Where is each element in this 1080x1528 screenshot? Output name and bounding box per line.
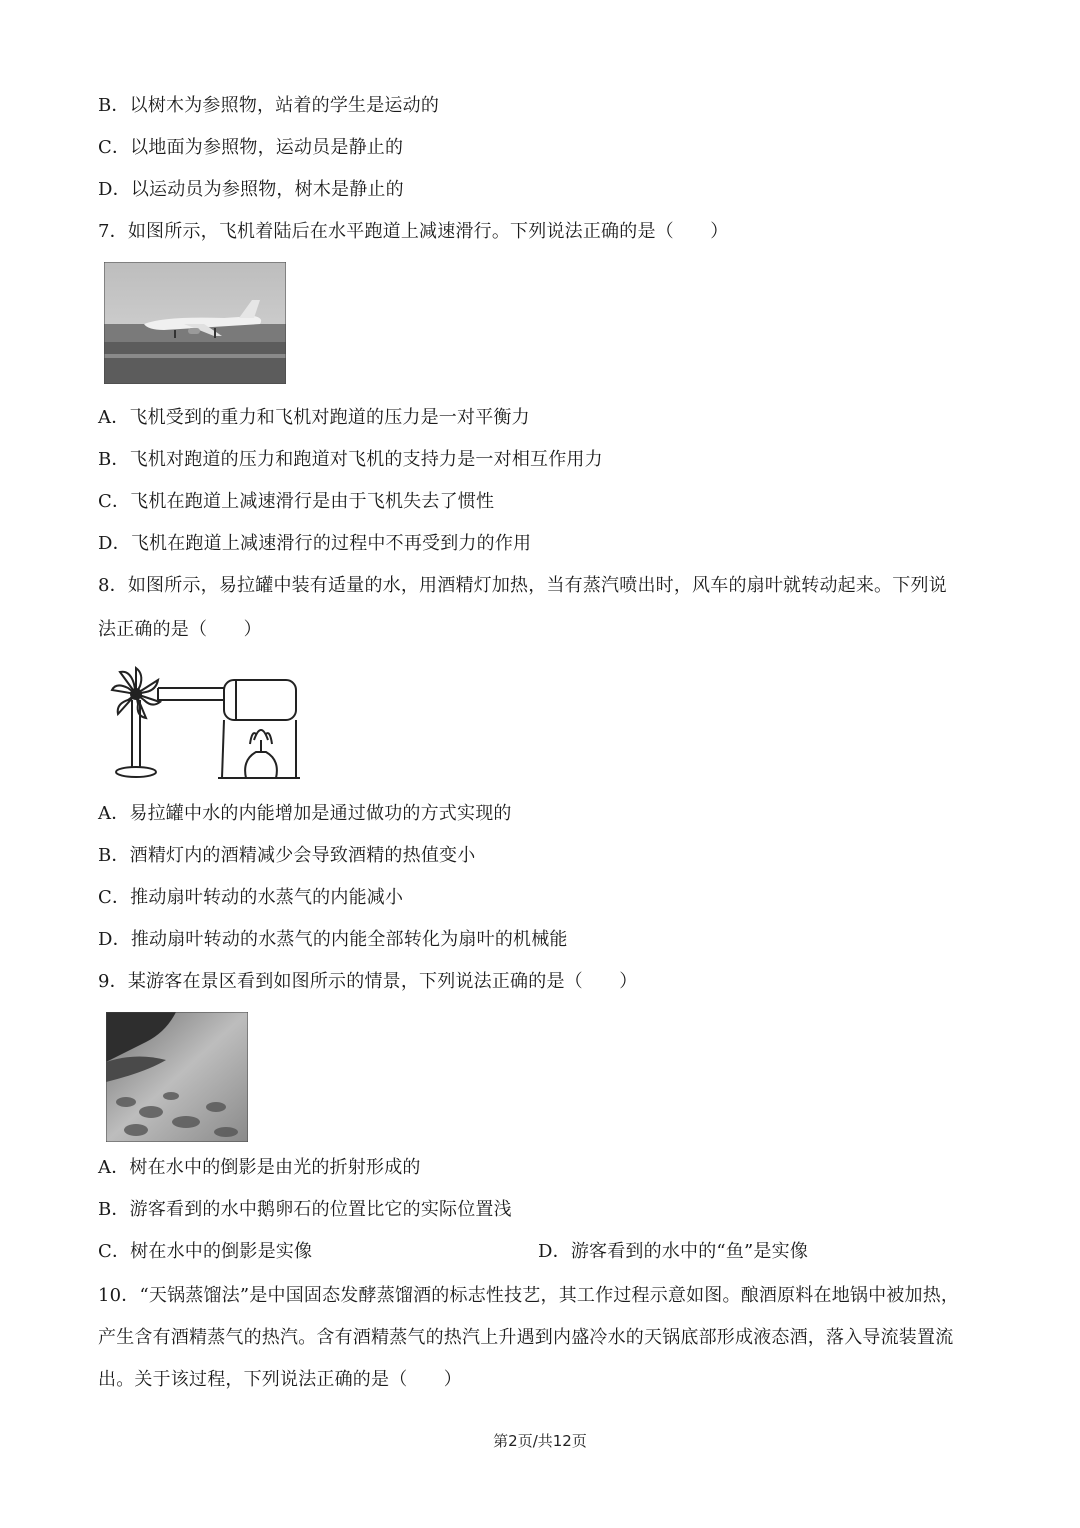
page-number-footer: 第2页/共12页 [493,1432,587,1450]
q7-option-a: A．飞机受到的重力和飞机对跑道的压力是一对平衡力 [98,407,530,428]
lake-reflection-photo [106,1012,248,1142]
q8-option-b: B．酒精灯内的酒精减少会导致酒精的热值变小 [98,845,476,866]
steam-windmill-diagram [106,660,302,782]
q8-option-a: A．易拉罐中水的内能增加是通过做功的方式实现的 [98,803,512,824]
q9-option-d: D．游客看到的水中的“鱼”是实像 [538,1241,809,1262]
airplane-photo [104,262,286,384]
q8-option-c: C．推动扇叶转动的水蒸气的内能减小 [98,887,404,908]
q7-stem: 7．如图所示，飞机着陆后在水平跑道上减速滑行。下列说法正确的是（ ） [98,221,729,242]
q8-stem-line2: 法正确的是（ ） [98,619,262,640]
q10-stem-line3: 出。关于该过程，下列说法正确的是（ ） [98,1369,462,1390]
q9-option-b: B．游客看到的水中鹅卵石的位置比它的实际位置浅 [98,1199,512,1220]
q6-option-d: D．以运动员为参照物，树木是静止的 [98,179,404,200]
q8-option-d: D．推动扇叶转动的水蒸气的内能全部转化为扇叶的机械能 [98,929,568,950]
q7-option-c: C．飞机在跑道上减速滑行是由于飞机失去了惯性 [98,491,495,512]
q6-option-b: B．以树木为参照物，站着的学生是运动的 [98,95,440,116]
q8-stem-line1: 8．如图所示，易拉罐中装有适量的水，用酒精灯加热，当有蒸汽喷出时，风车的扇叶就转动起来。下列说 [98,575,947,596]
q7-option-d: D．飞机在跑道上减速滑行的过程中不再受到力的作用 [98,533,532,554]
q9-stem: 9．某游客在景区看到如图所示的情景，下列说法正确的是（ ） [98,971,638,992]
q10-stem-line2: 产生含有酒精蒸气的热汽。含有酒精蒸气的热汽上升遇到内盛冷水的天锅底部形成液态酒，落入导流装置流 [98,1327,954,1348]
q7-option-b: B．飞机对跑道的压力和跑道对飞机的支持力是一对相互作用力 [98,449,603,470]
q10-stem-line1: 10．“天锅蒸馏法”是中国固态发酵蒸馏酒的标志性技艺，其工作过程示意如图。酿酒原料在地锅中被加热， [98,1285,960,1306]
q6-option-c: C．以地面为参照物，运动员是静止的 [98,137,404,158]
q9-option-c: C．树在水中的倒影是实像 [98,1241,313,1262]
q9-option-a: A．树在水中的倒影是由光的折射形成的 [98,1157,421,1178]
